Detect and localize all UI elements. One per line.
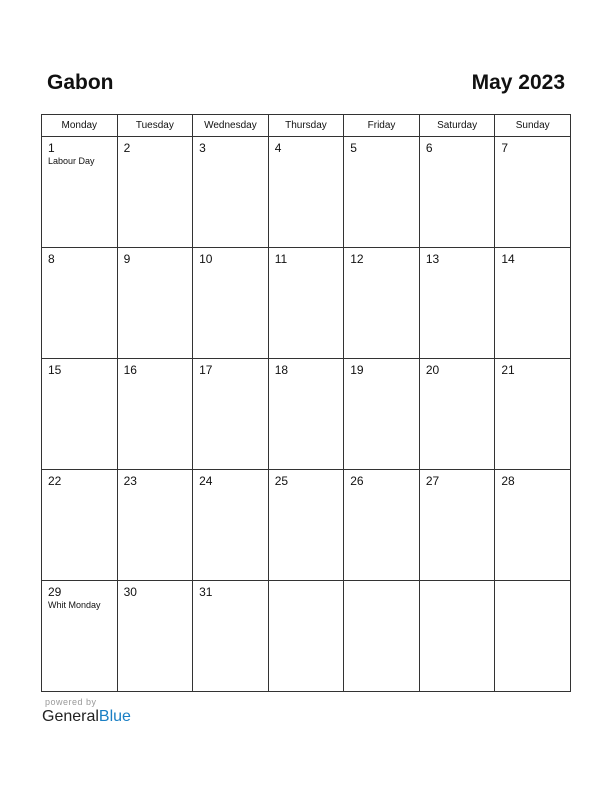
day-number: 21: [501, 363, 515, 377]
week-row: [42, 359, 571, 470]
day-cell: [495, 248, 571, 359]
day-cell: [42, 359, 118, 470]
day-number: 19: [350, 363, 364, 377]
day-number: 15: [48, 363, 62, 377]
weekday-header: Saturday: [419, 115, 495, 137]
weekday-header-row: [42, 115, 571, 137]
day-cell: [419, 581, 495, 692]
day-number: 25: [274, 474, 289, 488]
day-number: [344, 581, 419, 585]
day-cell: [42, 137, 118, 248]
day-number: 7: [501, 141, 509, 155]
generalblue-logo: [42, 708, 131, 726]
day-cell: [495, 359, 571, 470]
day-cell: [419, 359, 495, 470]
day-number: 18: [274, 363, 289, 377]
day-cell: [495, 581, 571, 692]
day-number: [495, 581, 570, 585]
day-cell: [344, 581, 420, 692]
day-cell: [193, 359, 269, 470]
day-number: 27: [425, 474, 440, 488]
weekday-header: Thursday: [268, 115, 344, 137]
month-year-title: May 2023: [471, 71, 565, 94]
day-cell: [344, 248, 420, 359]
day-number: 20: [425, 363, 440, 377]
day-cell: [495, 137, 571, 248]
day-number: 11: [274, 252, 288, 266]
weekday-header: Friday: [344, 115, 420, 137]
day-cell: [42, 581, 118, 692]
day-number: 16: [123, 363, 137, 377]
holiday-label: Labour Day: [48, 156, 95, 166]
week-row: [42, 581, 571, 692]
day-cell: [344, 470, 420, 581]
day-cell: [117, 581, 193, 692]
day-cell: [193, 248, 269, 359]
day-cell: [117, 137, 193, 248]
weekday-header: Sunday: [495, 115, 571, 137]
week-row: [42, 248, 571, 359]
weekday-header: Tuesday: [117, 115, 193, 137]
day-number: [420, 581, 495, 585]
country-title: Gabon: [47, 71, 114, 94]
calendar-grid: [41, 114, 571, 692]
day-cell: [193, 137, 269, 248]
day-cell: [117, 248, 193, 359]
weekday-header: Wednesday: [193, 115, 269, 137]
day-number: 26: [350, 474, 364, 488]
day-cell: [268, 137, 344, 248]
powered-by-text: powered by: [45, 697, 97, 707]
day-number: 8: [48, 252, 55, 266]
day-number: 28: [501, 474, 515, 488]
day-number: 22: [48, 474, 62, 488]
day-cell: [419, 137, 495, 248]
day-number: 17: [199, 363, 213, 377]
day-number: 12: [350, 252, 364, 266]
day-number: [269, 581, 344, 585]
day-number: 29: [48, 585, 62, 599]
day-number: 3: [199, 141, 206, 155]
day-number: 23: [123, 474, 137, 488]
day-cell: [268, 248, 344, 359]
day-number: 9: [123, 252, 131, 266]
day-cell: [193, 470, 269, 581]
brand-word-blue: Blue: [98, 708, 131, 725]
day-number: 30: [123, 585, 137, 599]
day-number: 31: [199, 585, 213, 599]
day-number: 5: [350, 141, 357, 155]
day-number: 1: [48, 141, 55, 155]
day-cell: [42, 248, 118, 359]
day-number: 13: [425, 252, 440, 266]
day-number: 14: [501, 252, 515, 266]
day-cell: [117, 470, 193, 581]
day-cell: [268, 470, 344, 581]
day-number: 6: [425, 141, 433, 155]
day-cell: [42, 470, 118, 581]
week-row: [42, 137, 571, 248]
day-number: 10: [199, 252, 213, 266]
day-number: 24: [199, 474, 213, 488]
day-number: 2: [123, 141, 131, 155]
holiday-label: Whit Monday: [48, 600, 101, 610]
day-cell: [495, 470, 571, 581]
weekday-header: Monday: [42, 115, 118, 137]
brand-word-general: General: [42, 708, 99, 725]
week-row: [42, 470, 571, 581]
day-cell: [419, 248, 495, 359]
day-cell: [419, 470, 495, 581]
day-cell: [344, 359, 420, 470]
day-cell: [117, 359, 193, 470]
day-cell: [268, 581, 344, 692]
day-cell: [344, 137, 420, 248]
day-cell: [268, 359, 344, 470]
day-number: 4: [274, 141, 282, 155]
day-cell: [193, 581, 269, 692]
